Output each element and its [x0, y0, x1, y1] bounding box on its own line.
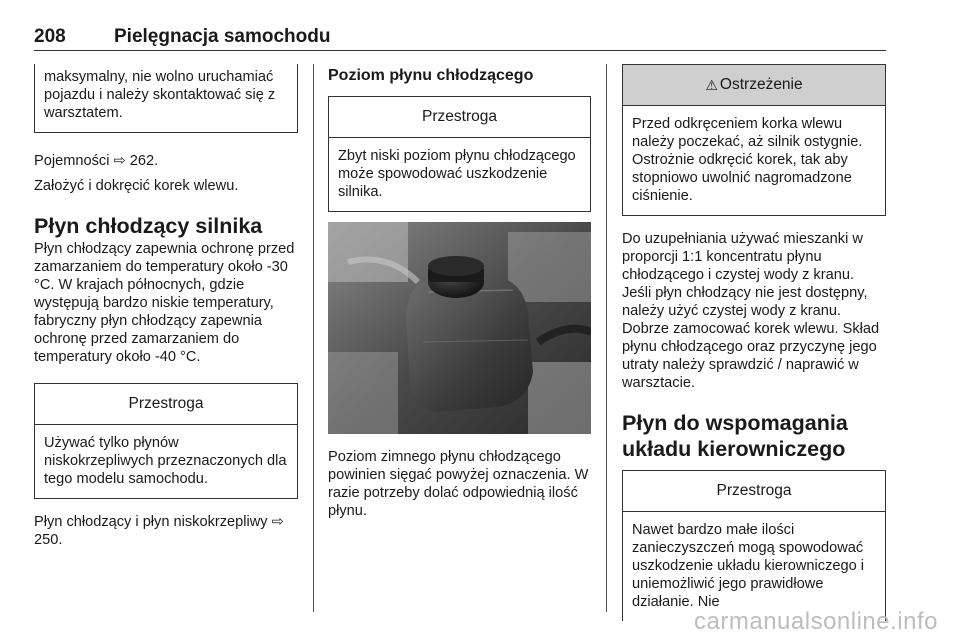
page-number: 208 — [34, 26, 66, 47]
warning-title: Ostrzeżenie — [719, 76, 803, 93]
caution-box — [328, 96, 591, 212]
column-2 — [328, 64, 591, 520]
page-header — [34, 20, 886, 51]
caution-box — [622, 470, 886, 621]
caution-title: Przestroga — [35, 384, 297, 425]
section-title: Pielęgnacja samochodu — [114, 26, 331, 47]
caution-box — [34, 383, 298, 499]
coolant-level-heading: Poziom płynu chłodzącego — [328, 67, 534, 84]
caution-title: Przestroga — [329, 97, 590, 138]
power-steering-heading: Płyn do wspomagania układu kierowniczego — [622, 411, 848, 461]
coolant-level-paragraph: Poziom zimnego płynu chłodzącego powinien sięgać powyżej oznaczenia. W razie potrzeby dolać odpowiednią ilość płynu. — [328, 449, 589, 519]
continued-caution-box — [34, 64, 298, 133]
antifreeze-reference — [34, 513, 298, 549]
coolant-paragraph: Płyn chłodzący zapewnia ochronę przed zamarzaniem do temperatury około -30 °C. W krajach północnych, gdzie występują bardzo niskie temperatury, fabryczny płyn chłodzący zapewnia ochronę przed zamarzaniem do temperatury około -40 °C. — [34, 241, 295, 365]
continued-caution-text: maksymalny, nie wolno uruchamiać pojazdu i należy skontaktować się z warsztatem. — [44, 69, 276, 121]
column-divider — [606, 64, 607, 612]
warning-title-bar — [623, 65, 885, 106]
column-1 — [34, 64, 298, 549]
antifreeze-page-link[interactable]: 250. — [34, 532, 63, 548]
warning-text: Przed odkręceniem korka wlewu należy poczekać, aż silnik ostygnie. Ostrożnie odkręcić korek, tak aby stopniowo uwolnić nagromadzone ciśnienie. — [632, 116, 863, 204]
antifreeze-label: Płyn chłodzący i płyn niskokrzepliwy — [34, 514, 268, 530]
caution-text: Używać tylko płynów niskokrzepliwych przeznaczonych dla tego modelu samochodu. — [44, 435, 287, 487]
column-divider — [313, 64, 314, 612]
reference-arrow-icon: ⇨ — [113, 153, 126, 169]
column-3 — [622, 64, 886, 621]
caution-text: Zbyt niski poziom płynu chłodzącego może spowodować uszkodzenie silnika. — [338, 148, 576, 200]
coolant-reservoir-photo — [328, 222, 591, 434]
watermark: carmanualsonline.info — [694, 608, 938, 635]
caution-title: Przestroga — [623, 471, 885, 512]
cap-instruction: Założyć i dokręcić korek wlewu. — [34, 178, 239, 194]
warning-box — [622, 64, 886, 216]
capacity-reference — [34, 152, 298, 170]
coolant-heading: Płyn chłodzący silnika — [34, 214, 263, 238]
caution-text: Nawet bardzo małe ilości zanieczyszczeń mogą spowodować uszkodzenie układu kierowniczego i uniemożliwić jego prawidłowe działanie. Nie — [632, 522, 865, 610]
refill-paragraph: Do uzupełniania używać mieszanki w proporcji 1:1 koncentratu płynu chłodzącego i czystej wody z kranu. Jeśli płyn chłodzący nie jest dostępny, należy użyć czystej wody z kranu. Dobrze zamocować korek wlewu. Skład płynu chłodzącego oraz przyczynę jego utraty należy sprawdzić / naprawić w warsztacie. — [622, 231, 880, 391]
capacity-label: Pojemności — [34, 153, 110, 169]
capacity-page-link[interactable]: 262. — [129, 153, 159, 169]
reference-arrow-icon: ⇨ — [271, 514, 284, 530]
warning-triangle-icon: ⚠ — [705, 76, 718, 93]
